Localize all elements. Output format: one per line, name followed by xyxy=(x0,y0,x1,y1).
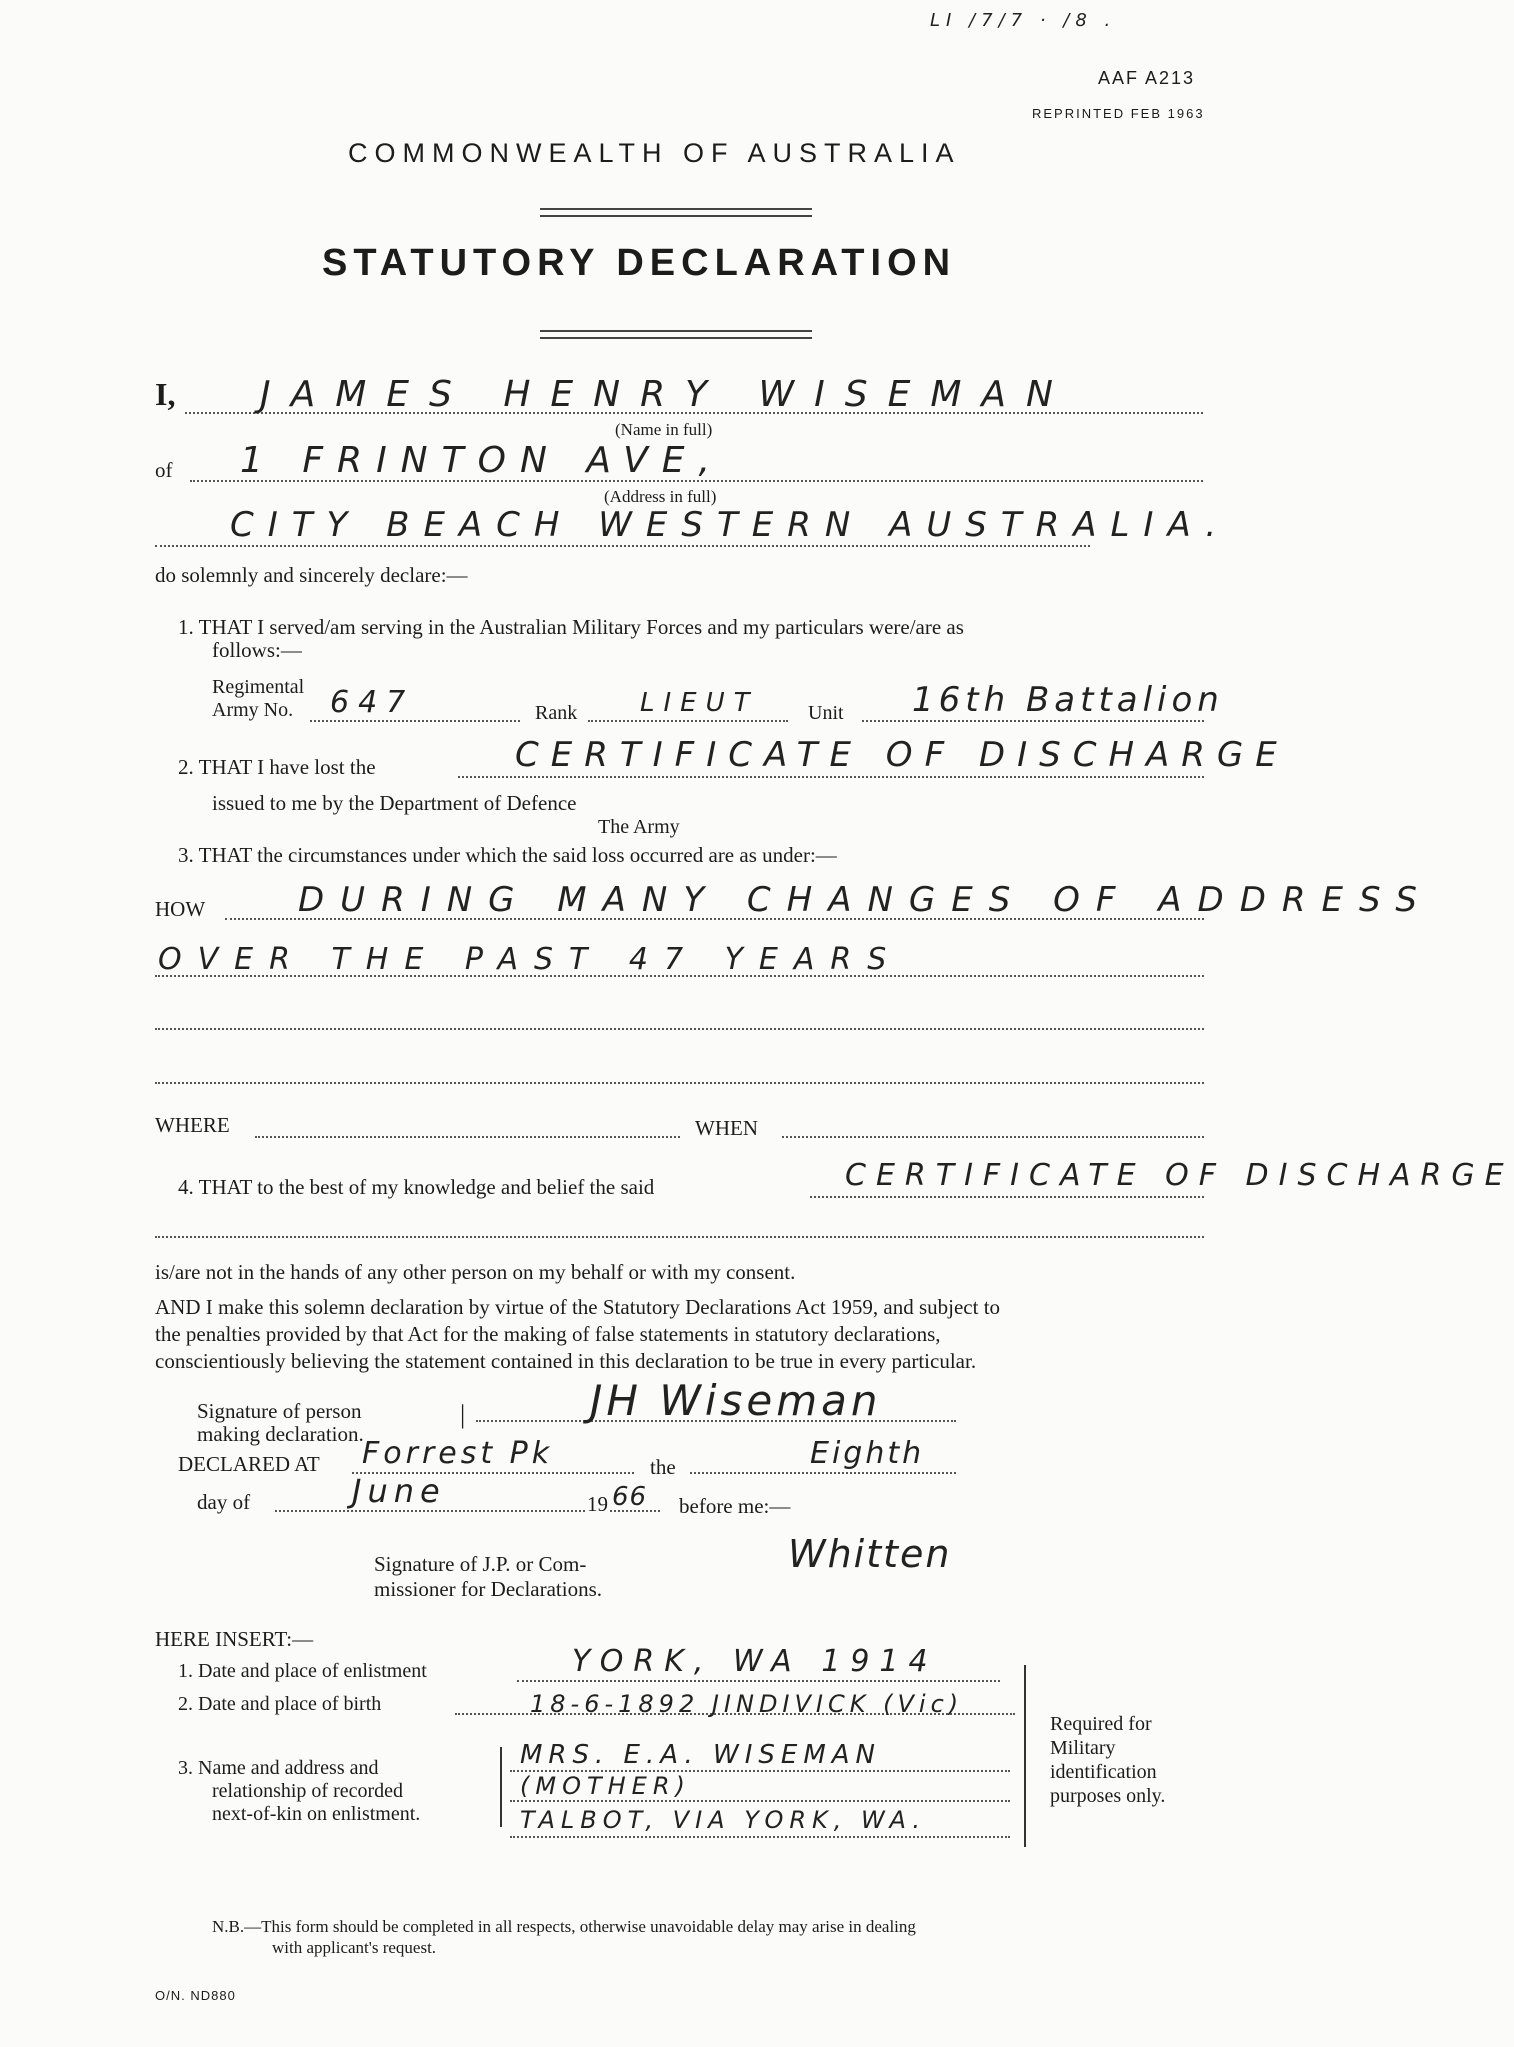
unit-value: 16th Battalion xyxy=(912,680,1224,720)
day-line xyxy=(690,1472,956,1474)
name-caption: (Name in full) xyxy=(615,420,713,439)
army-no-line xyxy=(310,720,520,722)
enlistment-line xyxy=(517,1680,1000,1682)
nok-line-3-value: TALBOT, VIA YORK, WA. xyxy=(520,1806,927,1834)
of-label: of xyxy=(155,458,173,482)
required-line-1: Required for xyxy=(1050,1713,1152,1735)
issued-text: issued to me by the Department of Defence xyxy=(212,791,577,815)
item4-line-2 xyxy=(155,1236,1204,1238)
item1-text-b: follows:— xyxy=(212,638,302,662)
nb-line-1: N.B.—This form should be completed in all respects, otherwise unavoidable delay may arise in dealing xyxy=(212,1917,916,1936)
required-line-3: identification xyxy=(1050,1761,1157,1783)
solemn-line-2: the penalties provided by that Act for the making of false statements in statutory declarations, xyxy=(155,1322,941,1346)
birth-label: 2. Date and place of birth xyxy=(178,1693,382,1715)
year-prefix: 19 xyxy=(587,1492,608,1516)
declarant-prefix: I, xyxy=(155,376,176,412)
solemn-line-1: AND I make this solemn declaration by virtue of the Statutory Declarations Act 1959, and subject to xyxy=(155,1295,1001,1319)
nok-label-1: 3. Name and address and xyxy=(178,1757,379,1779)
birth-value: 18-6-1892 JINDIVICK (Vic) xyxy=(530,1690,964,1718)
solemn-line-3: conscientiously believing the statement contained in this declaration to be true in every particular. xyxy=(155,1349,977,1373)
address-line-2-value: CITY BEACH WESTERN AUSTRALIA. xyxy=(230,505,1231,545)
how-line-3 xyxy=(155,1028,1204,1030)
how-label: HOW xyxy=(155,897,206,921)
item2-value: CERTIFICATE OF DISCHARGE xyxy=(515,735,1289,775)
army-no-value: 647 xyxy=(330,685,415,720)
day-of-label: day of xyxy=(197,1490,251,1514)
enlistment-label: 1. Date and place of enlistment xyxy=(178,1660,427,1682)
declared-label: DECLARED AT xyxy=(178,1452,320,1476)
nok-label-3: next-of-kin on enlistment. xyxy=(212,1803,421,1825)
issued-sub: The Army xyxy=(598,816,680,838)
top-scribble: LI /7/7 · /8 . xyxy=(930,10,1117,31)
reprint-date: REPRINTED FEB 1963 xyxy=(1032,106,1205,121)
unit-line xyxy=(862,720,1204,722)
where-line xyxy=(255,1136,680,1138)
address-caption: (Address in full) xyxy=(604,487,717,506)
year-value: 66 xyxy=(612,1482,648,1512)
item1-text-a: 1. THAT I served/am serving in the Australian Military Forces and my particulars were/are as xyxy=(178,615,964,639)
form-code: AAF A213 xyxy=(1098,68,1196,88)
is-not-text: is/are not in the hands of any other person on my behalf or with my consent. xyxy=(155,1260,796,1284)
title-rule-bottom xyxy=(540,330,812,332)
nok-line-3 xyxy=(510,1836,1010,1838)
nb-line-2: with applicant's request. xyxy=(272,1938,437,1957)
how-line-2-value: OVER THE PAST 47 YEARS xyxy=(158,942,903,977)
when-label: WHEN xyxy=(695,1116,758,1140)
day-value: Eighth xyxy=(810,1436,925,1471)
commissioner-label-1: Signature of J.P. or Com- xyxy=(374,1552,587,1576)
enlistment-value: YORK, WA 1914 xyxy=(572,1644,938,1679)
item4-text: 4. THAT to the best of my knowledge and belief the said xyxy=(178,1175,655,1199)
nok-line-1-value: MRS. E.A. WISEMAN xyxy=(520,1740,881,1770)
required-line-4: purposes only. xyxy=(1050,1785,1166,1807)
rank-label: Rank xyxy=(535,702,578,724)
where-label: WHERE xyxy=(155,1113,230,1137)
item4-line xyxy=(810,1196,1204,1198)
item2-text: 2. THAT I have lost the xyxy=(178,755,376,779)
how-line-1-value: DURING MANY CHANGES OF ADDRESS xyxy=(298,880,1433,920)
nok-line-2-value: (MOTHER) xyxy=(520,1772,691,1800)
unit-label: Unit xyxy=(808,702,844,724)
when-line xyxy=(782,1136,1204,1138)
nok-line-2 xyxy=(510,1800,1010,1802)
declarant-name: JAMES HENRY WISEMAN xyxy=(260,374,1073,415)
nok-label-2: relationship of recorded xyxy=(212,1780,404,1802)
month-value: June xyxy=(352,1472,446,1510)
title-rule-top xyxy=(540,208,812,210)
how-line-4 xyxy=(155,1082,1204,1084)
page-title: STATUTORY DECLARATION xyxy=(322,242,957,284)
commonwealth-heading: COMMONWEALTH OF AUSTRALIA xyxy=(348,138,961,168)
rank-line xyxy=(588,720,788,722)
required-line-2: Military xyxy=(1050,1737,1116,1759)
rank-value: LIEUT xyxy=(640,688,759,718)
item3-text: 3. THAT the circumstances under which the said loss occurred are as under:— xyxy=(178,843,837,867)
item4-value: CERTIFICATE OF DISCHARGE xyxy=(845,1158,1514,1193)
required-bracket xyxy=(1016,1665,1026,1847)
title-rule-bottom-2 xyxy=(540,337,812,339)
army-no-label: Army No. xyxy=(212,699,294,721)
address-line-1-value: 1 FRINTON AVE, xyxy=(240,440,724,481)
regimental-label: Regimental xyxy=(212,676,305,698)
before-me-label: before me:— xyxy=(679,1494,791,1518)
sig-label-1: Signature of person xyxy=(197,1399,362,1423)
the-label: the xyxy=(650,1455,676,1479)
month-line xyxy=(275,1510,585,1512)
title-rule-top-2 xyxy=(540,215,812,217)
nok-bracket xyxy=(500,1747,510,1827)
address-line-2 xyxy=(155,545,1090,547)
commissioner-label-2: missioner for Declarations. xyxy=(374,1577,603,1601)
order-number: O/N. ND880 xyxy=(155,1988,236,2003)
commissioner-signature: Whitten xyxy=(788,1532,952,1576)
declarant-signature: JH Wiseman xyxy=(590,1376,882,1425)
sig-label-2: making declaration. xyxy=(197,1422,364,1446)
item2-line xyxy=(458,776,1204,778)
declare-text: do solemnly and sincerely declare:— xyxy=(155,563,468,587)
declared-value: Forrest Pk xyxy=(362,1436,554,1471)
sig-brace: | xyxy=(460,1400,466,1429)
here-insert-heading: HERE INSERT:— xyxy=(155,1627,314,1651)
